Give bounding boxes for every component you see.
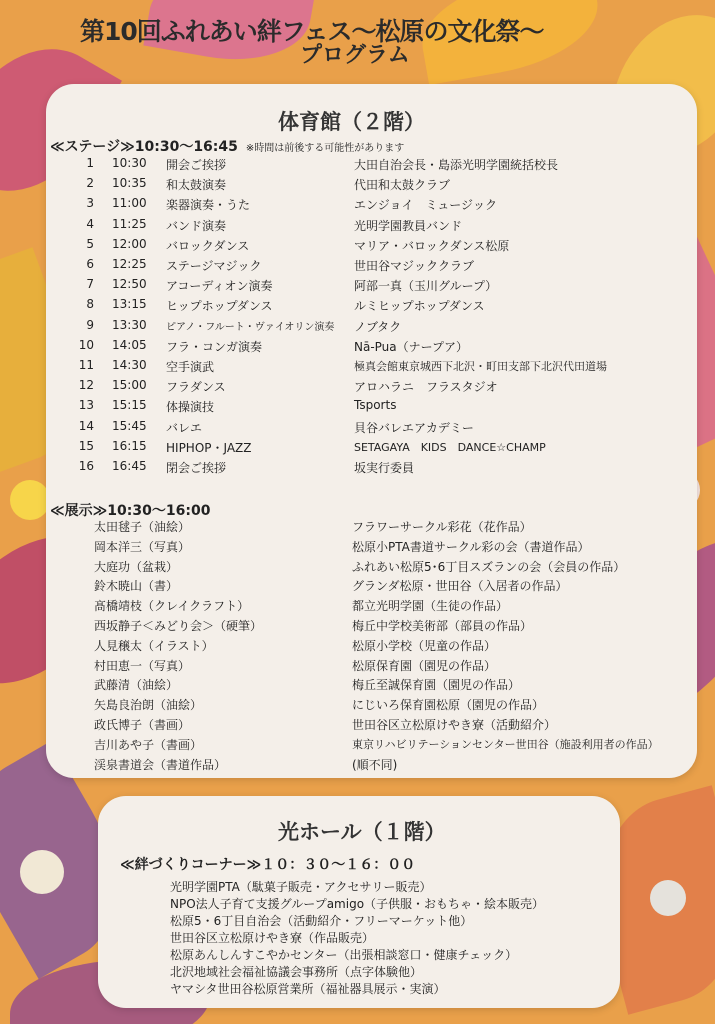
corner-heading: ≪絆づくりコーナー≫１０：３０〜１６：００ xyxy=(120,857,416,873)
stage-number: 4 xyxy=(86,216,94,231)
stage-row xyxy=(46,156,697,176)
event-subtitle: プログラム xyxy=(300,43,410,68)
exhibitor-group: 松原小PTA書道サークル彩の会（書道作品） xyxy=(352,539,590,554)
stage-number: 15 xyxy=(78,438,94,453)
exhibit-row xyxy=(46,696,697,715)
stage-program: 楽器演奏・うた xyxy=(166,198,251,213)
stage-performer: Nā-Pua（ナープア） xyxy=(354,339,469,354)
stage-performer: 貝谷バレエアカデミー xyxy=(354,420,474,435)
stage-time: 16:45 xyxy=(112,459,147,473)
stage-program: フラダンス xyxy=(166,380,226,395)
stage-number: 10 xyxy=(78,337,94,352)
stage-note: ※時間は前後する可能性があります xyxy=(245,143,405,154)
hall-item: ヤマシタ世田谷松原営業所（福祉器具展示・実演） xyxy=(170,982,446,996)
stage-performer: マリア・バロックダンス松原 xyxy=(354,238,510,253)
exhibitor-individual: 政氏博子（書画） xyxy=(94,718,191,732)
stage-time: 13:30 xyxy=(112,317,147,332)
exhibitor-individual: 渓泉書道会（書道作品） xyxy=(94,757,227,772)
exhibit-row xyxy=(46,716,697,735)
stage-program: HIPHOP・JAZZ xyxy=(166,440,252,455)
stage-time: 14:30 xyxy=(112,358,147,372)
stage-number: 2 xyxy=(86,176,94,191)
stage-program: ステージマジック xyxy=(166,259,262,273)
stage-number: 13 xyxy=(78,398,94,413)
exhibitor-group: グランダ松原・世田谷（入居者の作品） xyxy=(352,579,568,594)
stage-performer: 阿部一真（玉川グループ） xyxy=(354,279,498,294)
stage-time: 15:45 xyxy=(112,418,147,433)
stage-performer: 坂実行委員 xyxy=(354,461,415,475)
stage-program: バロックダンス xyxy=(166,238,250,253)
stage-performer: 代田和太鼓クラブ xyxy=(354,178,451,193)
stage-time: 13:15 xyxy=(112,297,147,312)
stage-program: 空手演武 xyxy=(166,360,215,374)
exhibitor-group: 梅丘中学校美術部（部員の作品） xyxy=(352,619,533,633)
stage-program: 開会ご挨拶 xyxy=(166,158,227,172)
stage-heading: ≪ステージ≫10:30〜16:45 ※時間は前後する可能性があります xyxy=(50,139,405,155)
stage-number: 6 xyxy=(86,257,94,271)
stage-number: 7 xyxy=(86,277,94,292)
hall-panel xyxy=(98,796,620,1008)
exhibit-row xyxy=(46,518,697,537)
exhibitor-individual: 村田恵一（写真） xyxy=(94,658,191,673)
stage-program: ヒップホップダンス xyxy=(166,299,273,314)
hall-item: 北沢地域社会福祉協議会事務所（点字体験他） xyxy=(170,965,423,979)
exhibit-row xyxy=(46,756,697,775)
exhibitor-group: 松原小学校（児童の作品） xyxy=(352,638,497,653)
event-title: 第10回ふれあい絆フェス〜松原の文化祭〜 xyxy=(80,17,544,46)
stage-performer: 世田谷マジッククラブ xyxy=(354,259,475,273)
hall-item: 松原あんしんすこやかセンター（出張相談窓口・健康チェック） xyxy=(170,948,518,962)
stage-performer: 極真会館東京城西下北沢・町田支部下北沢代田道場 xyxy=(354,360,607,373)
hall-item: 光明学園PTA（駄菓子販売・アクセサリー販売） xyxy=(170,880,432,894)
stage-time: 12:50 xyxy=(112,277,147,292)
stage-number: 12 xyxy=(78,378,94,393)
gym-panel xyxy=(46,84,697,778)
hall-item: NPO法人子育て支援グループamigo（子供服・おもちゃ・絵本販売） xyxy=(170,897,545,911)
exhibitor-individual: 鈴木暁山（書） xyxy=(94,579,179,594)
exhibit-row xyxy=(46,637,697,656)
exhibitor-individual: 髙橋靖枝（クレイクラフト） xyxy=(94,599,250,614)
stage-row xyxy=(46,358,697,378)
stage-performer: Tsports xyxy=(354,398,397,413)
stage-time: 15:00 xyxy=(112,378,147,393)
stage-row xyxy=(46,419,697,439)
exhibitor-group: にじいろ保育園松原（園児の作品） xyxy=(352,698,545,713)
stage-row xyxy=(46,318,697,338)
stage-number: 8 xyxy=(86,297,94,312)
exhibitor-individual: 人見穣太（イラスト） xyxy=(94,638,214,653)
stage-program: 体操演技 xyxy=(166,400,215,415)
hall-item: 松原5・6丁目自治会（活動紹介・フリーマーケット他） xyxy=(170,914,473,928)
exhibitor-group: 梅丘至誠保育園（園児の作品） xyxy=(352,678,521,693)
exhibit-heading: ≪展示≫10:30〜16:00 xyxy=(50,503,211,519)
exhibit-row xyxy=(46,676,697,695)
stage-program: バンド演奏 xyxy=(166,218,227,233)
stage-row xyxy=(46,176,697,196)
stage-row xyxy=(46,237,697,257)
stage-performer: ルミヒップホップダンス xyxy=(354,299,485,314)
stage-number: 14 xyxy=(78,418,94,433)
stage-number: 16 xyxy=(78,459,94,473)
exhibitor-group: フラワーサークル彩花（花作品） xyxy=(352,520,532,534)
stage-time: 10:35 xyxy=(112,176,147,191)
stage-program: ピアノ・フルート・ヴァイオリン演奏 xyxy=(166,321,335,333)
stage-row xyxy=(46,338,697,358)
stage-program: 和太鼓演奏 xyxy=(166,178,227,193)
stage-performer: SETAGAYA KIDS DANCE☆CHAMP xyxy=(354,440,546,454)
stage-program: 閉会ご挨拶 xyxy=(166,461,227,475)
stage-performer: エンジョイ ミュージック xyxy=(354,198,497,213)
stage-time: 10:30 xyxy=(112,156,147,170)
exhibitor-group: 松原保育園（園児の作品） xyxy=(352,658,497,673)
stage-number: 3 xyxy=(86,196,94,211)
stage-program: バレエ xyxy=(166,420,203,435)
stage-time: 11:00 xyxy=(112,196,147,211)
stage-number: 1 xyxy=(86,156,94,170)
gym-title: 体育館（２階） xyxy=(278,110,425,134)
stage-program: アコーディオン演奏 xyxy=(166,279,273,294)
stage-number: 11 xyxy=(78,358,94,372)
stage-performer: アロハラニ フラスタジオ xyxy=(354,380,498,395)
stage-time: 16:15 xyxy=(112,438,147,453)
stage-number: 5 xyxy=(86,236,94,251)
exhibitor-individual: 岡本洋三（写真） xyxy=(94,539,191,554)
exhibitor-group: (順不同) xyxy=(352,757,398,772)
exhibitor-individual: 吉川あや子（書画） xyxy=(94,737,203,752)
stage-row xyxy=(46,459,697,479)
exhibit-row xyxy=(46,736,697,755)
exhibit-row xyxy=(46,558,697,577)
stage-time: 12:25 xyxy=(112,257,147,271)
page-header xyxy=(0,0,715,80)
stage-program: フラ・コンガ演奏 xyxy=(166,339,263,354)
exhibitor-group: ふれあい松原5･6丁目スズランの会（会員の作品） xyxy=(352,559,626,574)
stage-time: 15:15 xyxy=(112,398,147,413)
stage-performer: 光明学園教員バンド xyxy=(354,218,463,233)
exhibitor-individual: 西坂静子＜みどり会＞（硬筆） xyxy=(94,619,263,633)
exhibitor-individual: 大庭功（盆栽） xyxy=(94,559,179,574)
exhibitor-group: 世田谷区立松原けやき寮（活動紹介） xyxy=(352,718,557,732)
stage-time: 14:05 xyxy=(112,337,147,352)
exhibit-row xyxy=(46,657,697,676)
exhibit-row xyxy=(46,538,697,557)
stage-time: 11:25 xyxy=(112,216,147,231)
stage-row xyxy=(46,277,697,297)
stage-row xyxy=(46,257,697,277)
hall-item: 世田谷区立松原けやき寮（作品販売） xyxy=(170,931,375,945)
stage-row xyxy=(46,398,697,418)
exhibitor-individual: 武藤清（油絵） xyxy=(94,678,179,693)
stage-performer: ノブタク xyxy=(354,319,402,334)
exhibitor-individual: 太田毬子（油絵） xyxy=(94,520,191,534)
exhibit-row xyxy=(46,617,697,636)
stage-performer: 大田自治会長・島添光明学園統括校長 xyxy=(354,158,559,172)
stage-row xyxy=(46,439,697,459)
exhibitor-group: 東京リハビリテーションセンター世田谷（施設利用者の作品） xyxy=(352,737,659,751)
exhibit-row xyxy=(46,577,697,596)
exhibit-row xyxy=(46,597,697,616)
stage-row xyxy=(46,297,697,317)
exhibitor-group: 都立光明学園（生徒の作品） xyxy=(352,599,509,614)
stage-row xyxy=(46,196,697,216)
stage-row xyxy=(46,217,697,237)
stage-row xyxy=(46,378,697,398)
stage-time: 12:00 xyxy=(112,236,147,251)
exhibitor-individual: 矢島良治朗（油絵） xyxy=(94,698,203,713)
stage-number: 9 xyxy=(86,317,94,332)
hall-title: 光ホール（１階） xyxy=(278,820,446,844)
